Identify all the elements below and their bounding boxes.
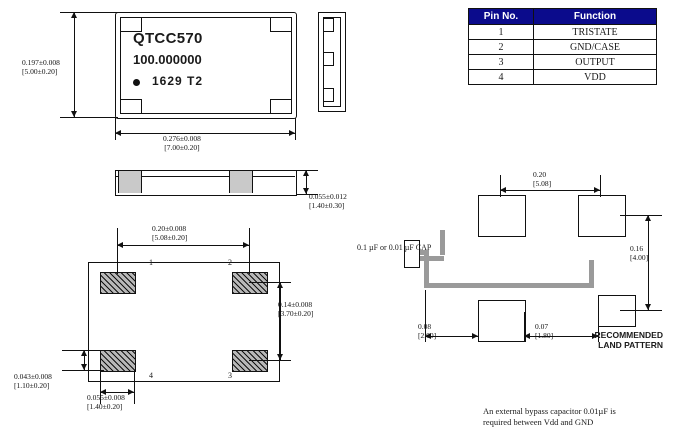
cap-label-line3: CAP xyxy=(415,243,432,252)
dim-line-top-width xyxy=(115,133,295,134)
pin-function-table xyxy=(468,8,657,85)
trace-vertical-pad1 xyxy=(440,230,445,255)
front-view-pad-right xyxy=(229,171,253,193)
land-pattern-title xyxy=(595,330,663,350)
pin-no-3: 3 xyxy=(469,55,534,70)
dim-pad-length-mm: [1.40±0.20] xyxy=(87,402,123,411)
side-view-pad-mid xyxy=(323,52,334,66)
dim-pad-width-inch: 0.043±0.008 xyxy=(14,372,52,381)
pin-no-1: 1 xyxy=(469,25,534,40)
dim-package-width xyxy=(163,134,201,152)
arrow-right-top-width xyxy=(289,130,295,136)
pin-function-1: TRISTATE xyxy=(534,25,657,40)
dim-pitch-x-inch: 0.20±0.008 xyxy=(152,224,187,233)
arrow-left-pitch-x xyxy=(117,242,123,248)
arrow-down-pad-width xyxy=(81,364,87,370)
bottom-pad-2 xyxy=(232,272,268,294)
bottom-pad-4 xyxy=(100,350,136,372)
dim-line-pitch-y xyxy=(280,282,281,360)
dim-line-package-height xyxy=(74,12,75,117)
arrow-right-land-top xyxy=(594,187,600,193)
note-line1: An external bypass capacitor 0.01µF is xyxy=(483,406,616,416)
dim-land-top-mm: [5.08] xyxy=(533,179,552,188)
bypass-capacitor-label xyxy=(357,243,431,253)
arrow-up-pitch-y xyxy=(277,282,283,288)
front-view-pad-left xyxy=(118,171,142,193)
bottom-pad-label-4: 4 xyxy=(149,371,153,380)
ext-line-land-top-left xyxy=(500,175,501,197)
table-row xyxy=(469,40,657,55)
ext-line-left-bottom xyxy=(60,117,118,118)
bottom-pad-label-2: 2 xyxy=(228,258,232,267)
arrow-up-thickness xyxy=(303,170,309,176)
ext-line-left-top xyxy=(60,12,118,13)
dim-land-br-inch: 0.07 xyxy=(535,322,549,331)
arrow-left-land-top xyxy=(500,187,506,193)
cap-label-line2: 0.01 µF xyxy=(388,243,414,252)
dim-thickness-inch: 0.055±0.012 xyxy=(309,192,347,201)
dim-line-land-right xyxy=(648,215,649,310)
bottom-pad-3 xyxy=(232,350,268,372)
dim-package-height xyxy=(22,58,60,76)
ext-line-land-right-top xyxy=(620,215,662,216)
ext-line-top-right xyxy=(295,118,296,140)
pin-no-4: 4 xyxy=(469,70,534,85)
pin-function-2: GND/CASE xyxy=(534,40,657,55)
cap-label-line1: 0.1 µF or xyxy=(357,243,387,252)
pin-function-4: VDD xyxy=(534,70,657,85)
ext-line-land-right-bottom xyxy=(620,310,662,311)
dim-pad-length xyxy=(87,393,125,411)
note-line2: required between Vdd and GND xyxy=(483,417,594,427)
bottom-pad-1 xyxy=(100,272,136,294)
dim-pad-width xyxy=(14,372,52,390)
pin1-dot-marker xyxy=(133,79,140,86)
dim-package-width-inch: 0.276±0.008 xyxy=(163,134,201,143)
dim-line-pitch-x xyxy=(117,245,249,246)
land-pad-bottom-left xyxy=(478,300,526,342)
dim-land-top xyxy=(533,170,551,188)
dim-land-top-inch: 0.20 xyxy=(533,170,547,179)
dim-land-right xyxy=(630,244,648,262)
pin-table-header-pin-no: Pin No. xyxy=(469,9,534,25)
pin-no-2: 2 xyxy=(469,40,534,55)
ext-line-land-top-right xyxy=(600,175,601,197)
front-view-seam-line xyxy=(115,176,295,177)
dim-package-thickness xyxy=(309,192,347,210)
dim-land-right-inch: 0.16 xyxy=(630,244,644,253)
land-pad-bottom-right xyxy=(598,295,636,327)
arrow-up-package-height xyxy=(71,12,77,18)
land-pad-top-left xyxy=(478,195,526,237)
ext-line-pitch-x-right xyxy=(249,228,250,274)
dim-land-bottom-right xyxy=(535,322,553,340)
bottom-pad-label-1: 1 xyxy=(149,258,153,267)
dim-land-bl-mm: [2.00] xyxy=(418,331,437,340)
arrow-right-land-bl xyxy=(472,333,478,339)
dim-line-land-top xyxy=(500,190,600,191)
top-view-corner-pad-4 xyxy=(120,99,142,114)
dim-package-height-mm: [5.00±0.20] xyxy=(22,67,58,76)
pin-table-header-row xyxy=(469,9,657,25)
package-marking-frequency: 100.000000 xyxy=(133,52,202,67)
ext-line-pad-length-right xyxy=(134,370,135,404)
table-row xyxy=(469,25,657,40)
top-view-corner-pad-2 xyxy=(270,17,292,32)
ext-line-pitch-y-top xyxy=(249,282,291,283)
trace-horizontal-bottom xyxy=(424,283,594,288)
arrow-left-land-br xyxy=(524,333,530,339)
land-pattern-title-line2: LAND PATTERN xyxy=(598,340,663,350)
dim-pad-length-inch: 0.055±0.008 xyxy=(87,393,125,402)
package-marking-part-number: QTCC570 xyxy=(133,30,203,47)
package-marking-datecode: 1629 T2 xyxy=(152,74,204,88)
package-front-view-outline xyxy=(115,170,297,196)
dim-thickness-mm: [1.40±0.30] xyxy=(309,201,345,210)
pin-table-header-function: Function xyxy=(534,9,657,25)
arrow-left-top-width xyxy=(115,130,121,136)
dim-pad-pitch-y xyxy=(278,300,313,318)
ext-line-pad-width-bottom xyxy=(62,370,104,371)
dim-land-bottom-left xyxy=(418,322,436,340)
arrow-up-land-right xyxy=(645,215,651,221)
ext-line-pitch-x-left xyxy=(117,228,118,274)
dim-land-right-mm: [4.00] xyxy=(630,253,649,262)
arrow-down-land-right xyxy=(645,304,651,310)
arrow-right-pad-length xyxy=(128,389,134,395)
table-row xyxy=(469,70,657,85)
top-view-corner-pad-3 xyxy=(270,99,292,114)
arrow-up-pad-width xyxy=(81,350,87,356)
side-view-pad-bottom xyxy=(323,88,334,102)
bypass-capacitor-note xyxy=(483,406,673,428)
table-row xyxy=(469,55,657,70)
arrow-right-pitch-x xyxy=(243,242,249,248)
pin-function-3: OUTPUT xyxy=(534,55,657,70)
dim-pitch-y-mm: [3.70±0.20] xyxy=(278,309,314,318)
dim-pad-pitch-x xyxy=(152,224,187,242)
ext-line-top-left xyxy=(115,118,116,140)
dim-land-bl-inch: 0.08 xyxy=(418,322,432,331)
side-view-pad-top xyxy=(323,18,334,32)
dim-land-br-mm: [1.80] xyxy=(535,331,554,340)
dim-pad-width-mm: [1.10±0.20] xyxy=(14,381,50,390)
ext-line-pitch-y-bottom xyxy=(249,360,291,361)
arrow-down-pitch-y xyxy=(277,354,283,360)
ext-line-land-bl-right xyxy=(478,312,479,342)
land-pad-top-right xyxy=(578,195,626,237)
dim-package-width-mm: [7.00±0.20] xyxy=(164,143,200,152)
bottom-pad-label-3: 3 xyxy=(228,371,232,380)
dim-package-height-inch: 0.197±0.008 xyxy=(22,58,60,67)
trace-vertical-right xyxy=(589,260,594,288)
arrow-down-package-height xyxy=(71,111,77,117)
trace-cap-branch xyxy=(418,256,444,261)
dim-pitch-y-inch: 0.14±0.008 xyxy=(278,300,313,309)
land-pattern-title-line1: RECOMMENDED xyxy=(594,330,663,340)
dim-pitch-x-mm: [5.08±0.20] xyxy=(152,233,188,242)
